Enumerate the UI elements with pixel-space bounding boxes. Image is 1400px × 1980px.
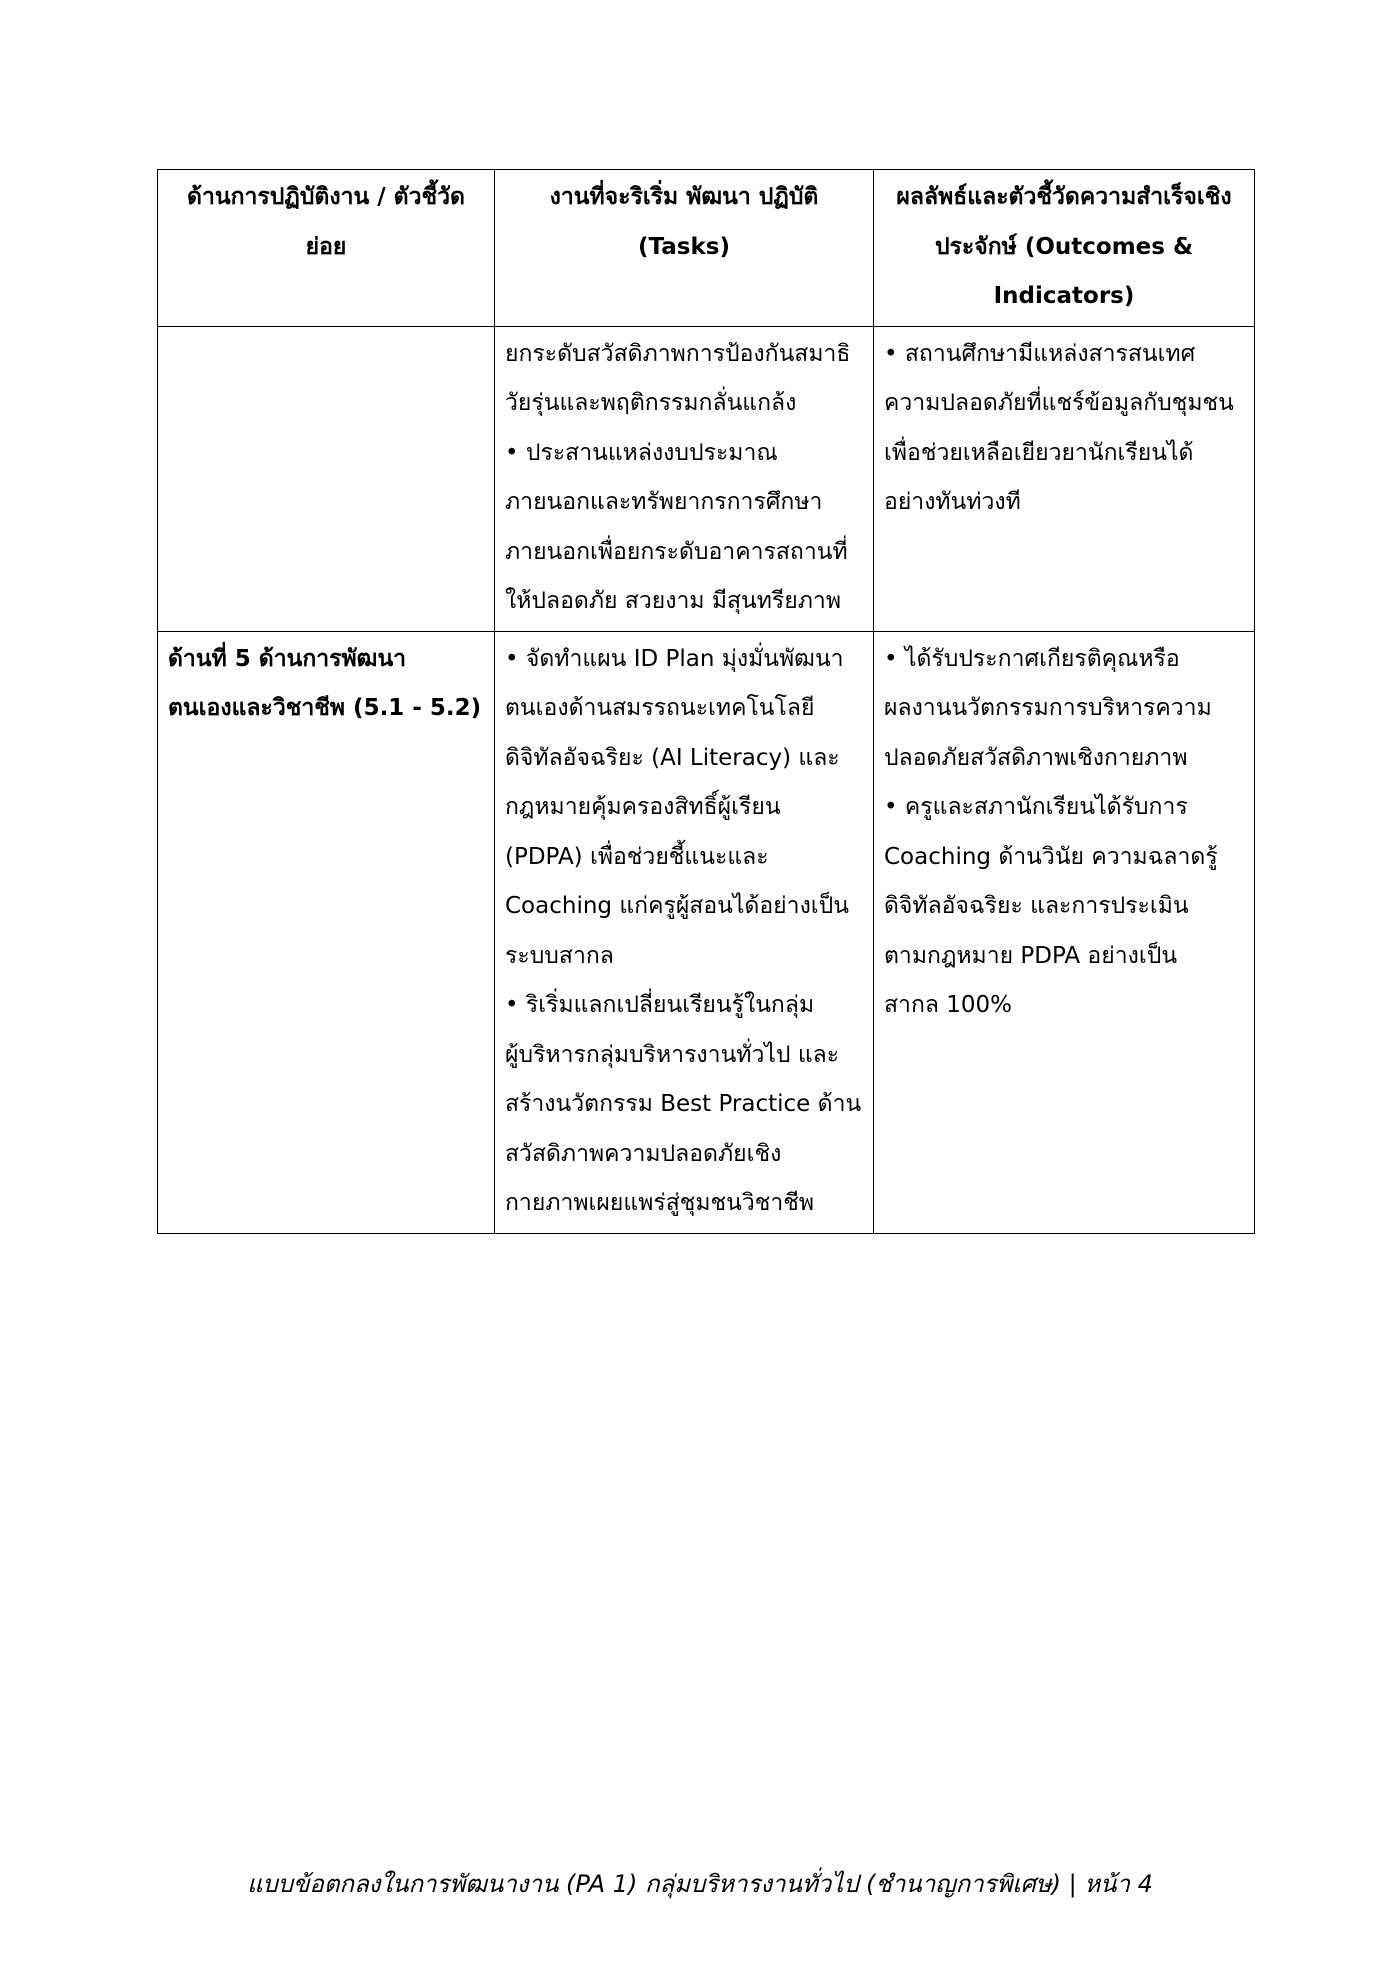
tasks-line: กฎหมายคุ้มครองสิทธิ์ผู้เรียน <box>505 794 781 820</box>
header-line: (Tasks) <box>638 233 730 260</box>
tasks-line: • จัดทำแผน ID Plan มุ่งมั่นพัฒนา <box>505 645 844 672</box>
tasks-line: ระบบสากล <box>505 942 614 969</box>
tasks-line: สวัสดิภาพความปลอดภัยเชิง <box>505 1140 782 1167</box>
tasks-line: สร้างนวัตกรรม Best Practice ด้าน <box>505 1091 862 1117</box>
outcomes-line: อย่างทันท่วงที <box>884 489 1021 515</box>
tasks-line: • ริเริ่มแลกเปลี่ยนเรียนรู้ในกลุ่ม <box>505 992 815 1018</box>
table-row <box>158 326 1255 631</box>
outcomes-line: สากล 100% <box>884 992 1013 1018</box>
tasks-line: ดิจิทัลอัจฉริยะ (AI Literacy) และ <box>505 744 840 771</box>
outcomes-line: ตามกฎหมาย PDPA อย่างเป็น <box>884 942 1178 969</box>
header-line: งานที่จะริเริ่ม พัฒนา ปฏิบัติ <box>549 184 819 210</box>
header-outcomes <box>874 170 1255 327</box>
domain-line: ตนเองและวิชาชีพ (5.1 - 5.2) <box>168 695 482 721</box>
page-footer: แบบข้อตกลงในการพัฒนางาน (PA 1) กลุ่มบริหารงานทั่วไป (ชำนาญการพิเศษ) | หน้า 4 <box>247 1870 1153 1898</box>
outcomes-cell <box>874 326 1255 631</box>
outcomes-line: ความปลอดภัยที่แชร์ข้อมูลกับชุมชน <box>884 390 1234 416</box>
tasks-cell <box>495 631 874 1233</box>
table-row <box>158 631 1255 1233</box>
table-header-row <box>158 170 1255 327</box>
tasks-line: ภายนอกเพื่อยกระดับอาคารสถานที่ <box>505 538 848 565</box>
outcomes-line: ผลงานนวัตกรรมการบริหารความ <box>884 695 1212 721</box>
header-tasks <box>495 170 874 327</box>
tasks-line: ภายนอกและทรัพยากรการศึกษา <box>505 489 823 515</box>
outcomes-line: • สถานศึกษามีแหล่งสารสนเทศ <box>884 340 1196 367</box>
outcomes-line: ดิจิทัลอัจฉริยะ และการประเมิน <box>884 893 1189 919</box>
tasks-line: (PDPA) เพื่อช่วยชี้แนะและ <box>505 843 769 870</box>
domain-cell <box>158 326 495 631</box>
tasks-line: วัยรุ่นและพฤติกรรมกลั่นแกล้ง <box>505 390 797 416</box>
header-line: ประจักษ์ (Outcomes & <box>934 233 1194 260</box>
tasks-line: ให้ปลอดภัย สวยงาม มีสุนทรียภาพ <box>505 588 841 614</box>
outcomes-line: เพื่อช่วยเหลือเยียวยานักเรียนได้ <box>884 439 1194 466</box>
domain-line: ด้านที่ 5 ด้านการพัฒนา <box>168 645 407 672</box>
header-line: ย่อย <box>305 233 347 260</box>
pa-table <box>157 169 1255 1234</box>
domain-cell <box>158 631 495 1233</box>
tasks-line: Coaching แก่ครูผู้สอนได้อย่างเป็น <box>505 893 849 919</box>
outcomes-cell <box>874 631 1255 1233</box>
outcomes-line: • ครูและสภานักเรียนได้รับการ <box>884 794 1188 820</box>
outcomes-line: ปลอดภัยสวัสดิภาพเชิงกายภาพ <box>884 744 1188 771</box>
outcomes-line: Coaching ด้านวินัย ความฉลาดรู้ <box>884 843 1218 870</box>
tasks-line: กายภาพเผยแพร่สู่ชุมชนวิชาชีพ <box>505 1190 815 1216</box>
outcomes-line: • ได้รับประกาศเกียรติคุณหรือ <box>884 645 1180 672</box>
header-line: Indicators) <box>993 283 1135 309</box>
tasks-line: ผู้บริหารกลุ่มบริหารงานทั่วไป และ <box>505 1041 840 1068</box>
tasks-line: ตนเองด้านสมรรถนะเทคโนโลยี <box>505 695 815 721</box>
header-domain <box>158 170 495 327</box>
tasks-line: • ประสานแหล่งงบประมาณ <box>505 439 778 466</box>
header-line: ด้านการปฏิบัติงาน / ตัวชี้วัด <box>187 184 465 210</box>
header-line: ผลลัพธ์และตัวชี้วัดความสำเร็จเชิง <box>896 184 1232 210</box>
tasks-line: ยกระดับสวัสดิภาพการป้องกันสมาธิ <box>505 340 851 367</box>
tasks-cell <box>495 326 874 631</box>
